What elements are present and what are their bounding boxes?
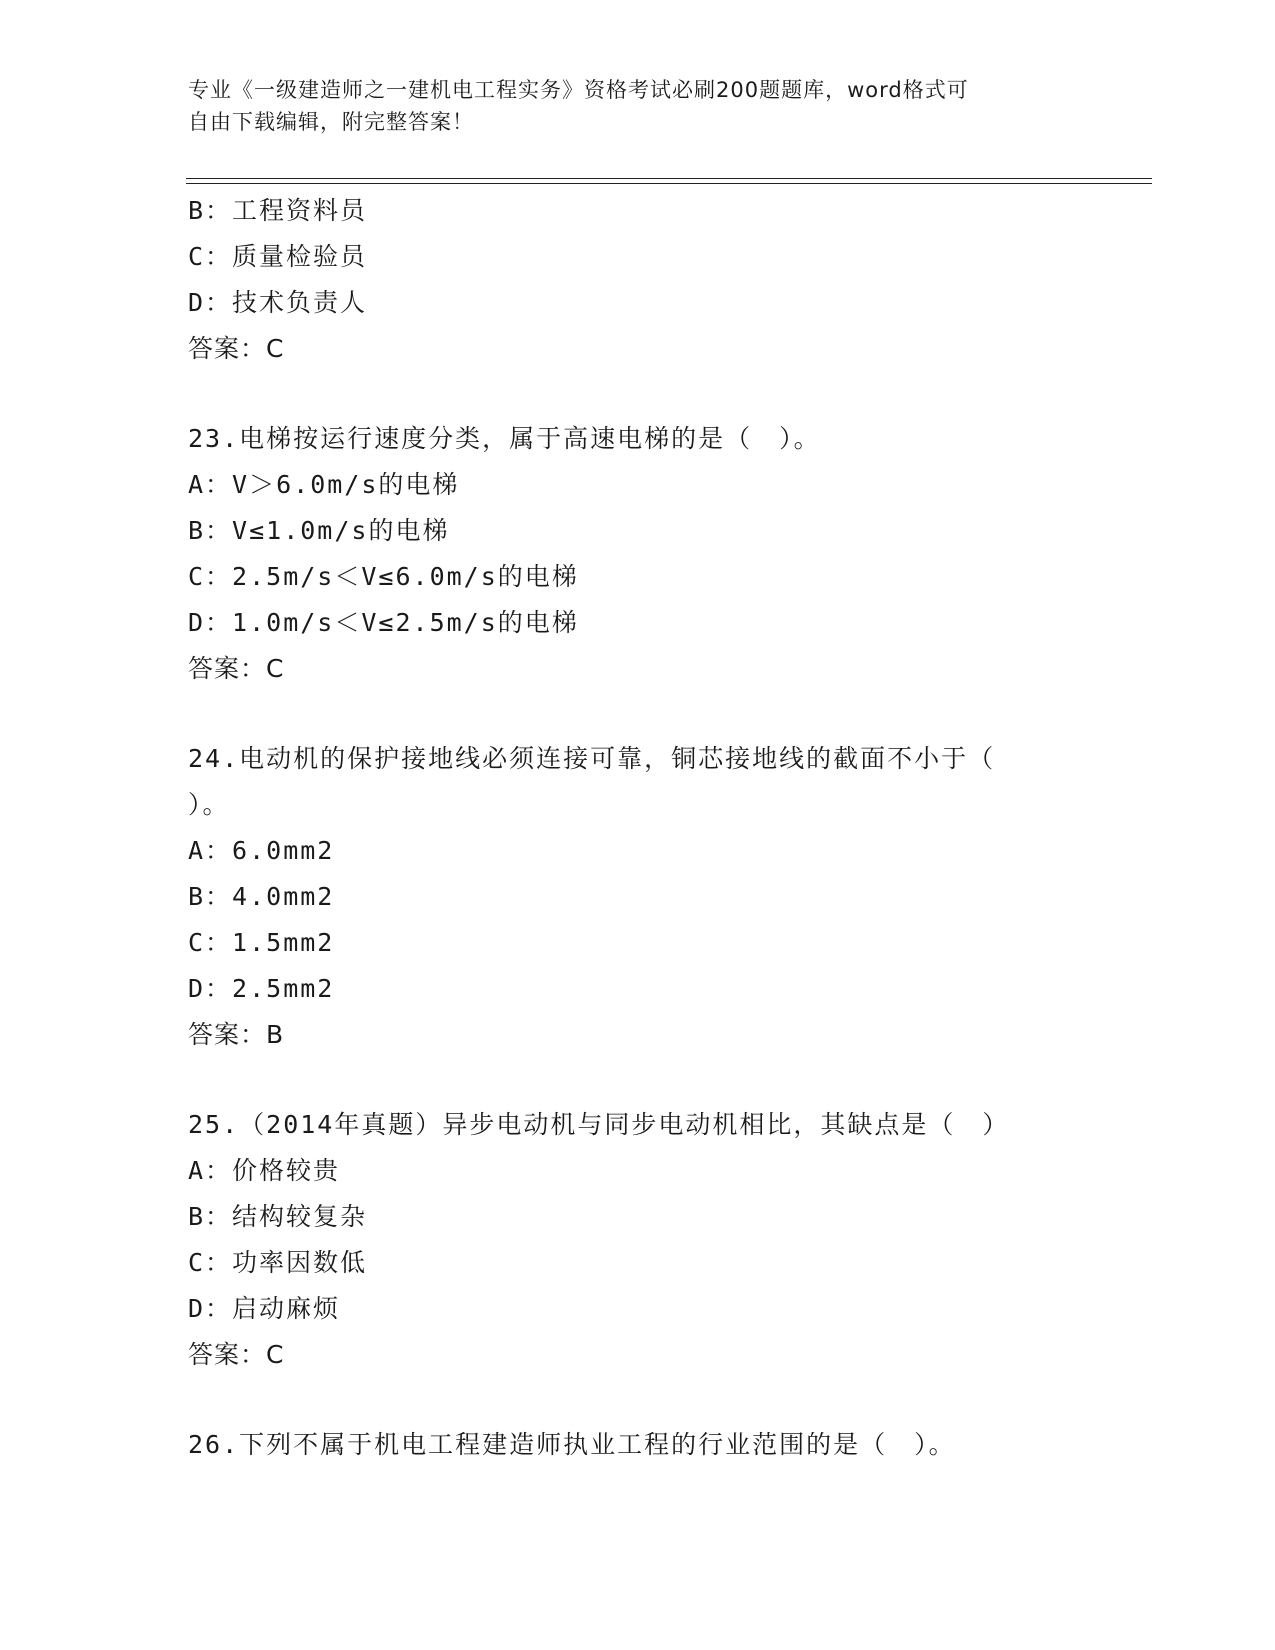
option-d: D：2.5mm2 (188, 974, 335, 1003)
question-22-fragment (188, 188, 1128, 372)
question-text: 26.下列不属于机电工程建造师执业工程的行业范围的是（ ）。 (188, 1430, 956, 1459)
answer: 答案：C (188, 1340, 285, 1369)
option-a: A：6.0mm2 (188, 836, 335, 865)
option-c: C：2.5m/s＜V≤6.0m/s的电梯 (188, 562, 579, 591)
option-c: C：1.5mm2 (188, 928, 335, 957)
header-divider-bottom (186, 183, 1152, 184)
option-b: B：V≤1.0m/s的电梯 (188, 516, 450, 545)
question-list (188, 188, 1128, 1468)
option-d: D：启动麻烦 (188, 1294, 341, 1323)
answer: 答案：C (188, 334, 285, 363)
header-line-1: 专业《一级建造师之一建机电工程实务》资格考试必刷200题题库，word格式可 (188, 78, 969, 102)
header-line-2: 自由下载编辑，附完整答案！ (188, 110, 474, 134)
option-c: C：功率因数低 (188, 1248, 368, 1277)
spacer (188, 692, 1128, 736)
question-text-line-2: ）。 (188, 790, 230, 819)
option-a: A：价格较贵 (188, 1156, 341, 1185)
option-c: C：质量检验员 (188, 242, 368, 271)
option-b: B：结构较复杂 (188, 1202, 368, 1231)
question-text: 25.（2014年真题）异步电动机与同步电动机相比，其缺点是（ ） (188, 1110, 1010, 1139)
question-text-line-1: 24.电动机的保护接地线必须连接可靠，铜芯接地线的截面不小于（ (188, 744, 996, 773)
answer: 答案：B (188, 1020, 285, 1049)
spacer (188, 372, 1128, 416)
option-d: D：1.0m/s＜V≤2.5m/s的电梯 (188, 608, 579, 637)
document-header (188, 74, 1088, 138)
option-d: D：技术负责人 (188, 288, 368, 317)
option-a: A：V＞6.0m/s的电梯 (188, 470, 460, 499)
spacer (188, 1058, 1128, 1102)
question-26 (188, 1422, 1128, 1468)
question-23 (188, 416, 1128, 692)
option-b: B：工程资料员 (188, 196, 368, 225)
question-text: 23.电梯按运行速度分类，属于高速电梯的是（ ）。 (188, 424, 821, 453)
header-divider-top (186, 178, 1152, 179)
spacer (188, 1378, 1128, 1422)
answer: 答案：C (188, 654, 285, 683)
question-24 (188, 736, 1128, 1058)
option-b: B：4.0mm2 (188, 882, 335, 911)
question-25 (188, 1102, 1128, 1378)
